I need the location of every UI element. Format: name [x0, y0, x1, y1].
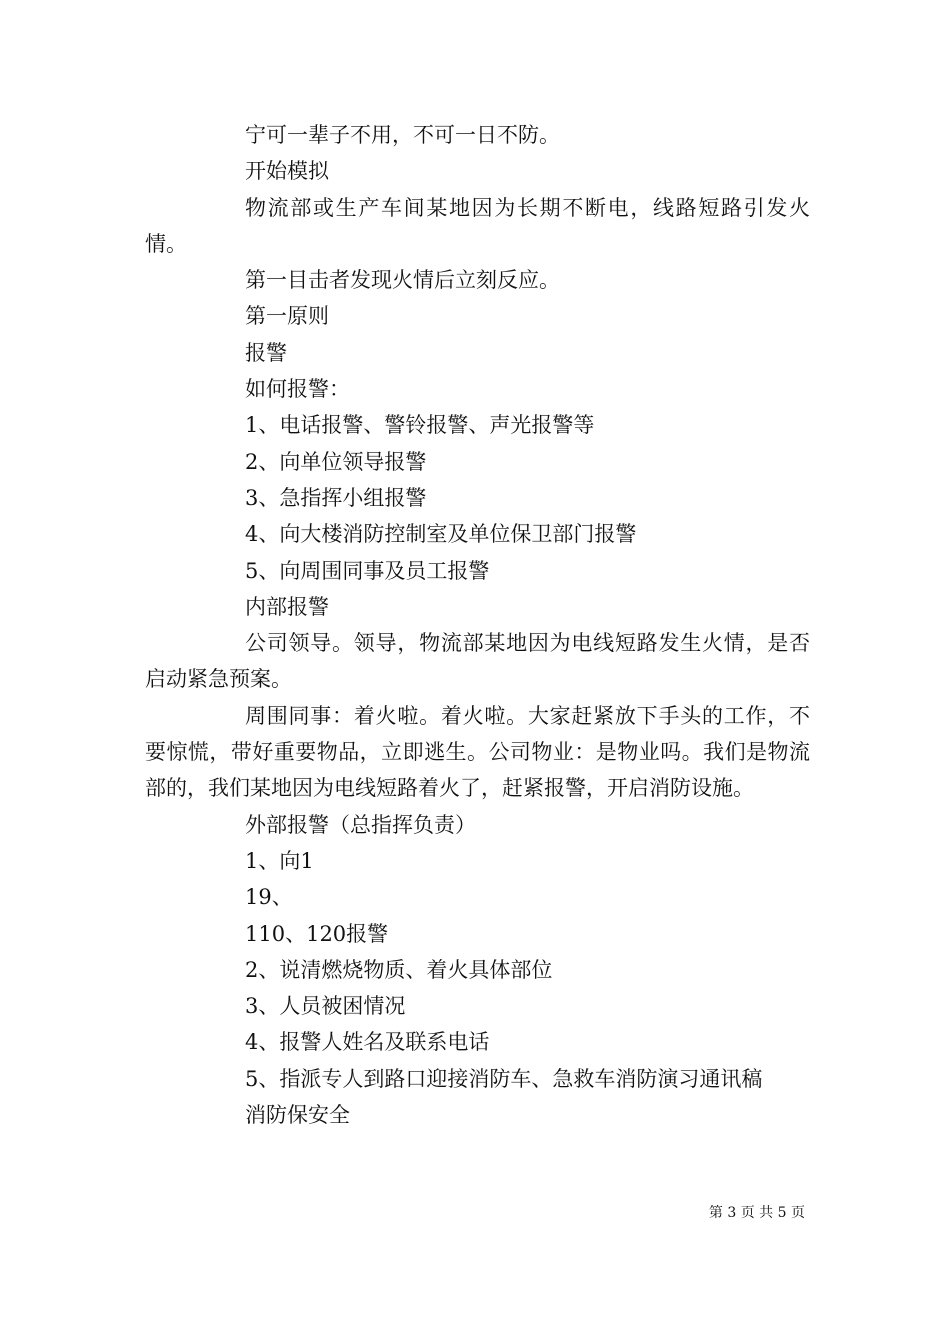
- list-item-alarm-3: 3、急指挥小组报警: [245, 485, 427, 510]
- list-item-external-5: 5、指派专人到路口迎接消防车、急救车消防演习通讯稿: [245, 1066, 763, 1091]
- paragraph-company-leader: 公司领导。领导，物流部某地因为电线短路发生火情，是否启动紧急预案。: [145, 631, 810, 692]
- heading-alarm: 报警: [245, 340, 287, 365]
- list-item-external-3: 3、人员被困情况: [245, 994, 406, 1019]
- list-item-alarm-1: 1、电话报警、警铃报警、声光报警等: [245, 413, 595, 438]
- list-item-external-1a: 1、向1: [245, 848, 314, 873]
- list-item-alarm-2: 2、向单位领导报警: [245, 449, 427, 474]
- document-body: [145, 117, 810, 1133]
- heading-how-to-alarm: 如何报警：: [245, 377, 350, 402]
- list-item-alarm-4: 4、向大楼消防控制室及单位保卫部门报警: [245, 522, 637, 547]
- heading-external-alarm: 外部报警（总指挥负责）: [245, 812, 476, 837]
- list-item-external-2: 2、说清燃烧物质、着火具体部位: [245, 957, 553, 982]
- paragraph-fire-scenario: 物流部或生产车间某地因为长期不断电，线路短路引发火情。: [145, 195, 810, 256]
- heading-internal-alarm: 内部报警: [245, 594, 329, 619]
- list-item-alarm-5: 5、向周围同事及员工报警: [245, 558, 490, 583]
- paragraph-first-witness: 第一目击者发现火情后立刻反应。: [245, 268, 560, 293]
- list-item-external-1c: 110、120报警: [245, 921, 389, 946]
- paragraph-colleagues-property: 周围同事：着火啦。着火啦。大家赶紧放下手头的工作，不要惊慌，带好重要物品，立即逃生。公司物业：是物业吗。我们是物流部的，我们某地因为电线短路着火了，赶紧报警，开启消防设施。: [145, 703, 810, 801]
- list-item-external-4: 4、报警人姓名及联系电话: [245, 1030, 490, 1055]
- paragraph-fire-safety: 消防保安全: [245, 1103, 350, 1128]
- paragraph-motto: 宁可一辈子不用，不可一日不防。: [245, 123, 560, 147]
- page-number: 第 3 页 共 5 页: [708, 1205, 805, 1221]
- list-item-external-1b: 19、: [245, 885, 293, 910]
- paragraph-start-simulation: 开始模拟: [245, 159, 329, 184]
- heading-first-principle: 第一原则: [245, 304, 329, 329]
